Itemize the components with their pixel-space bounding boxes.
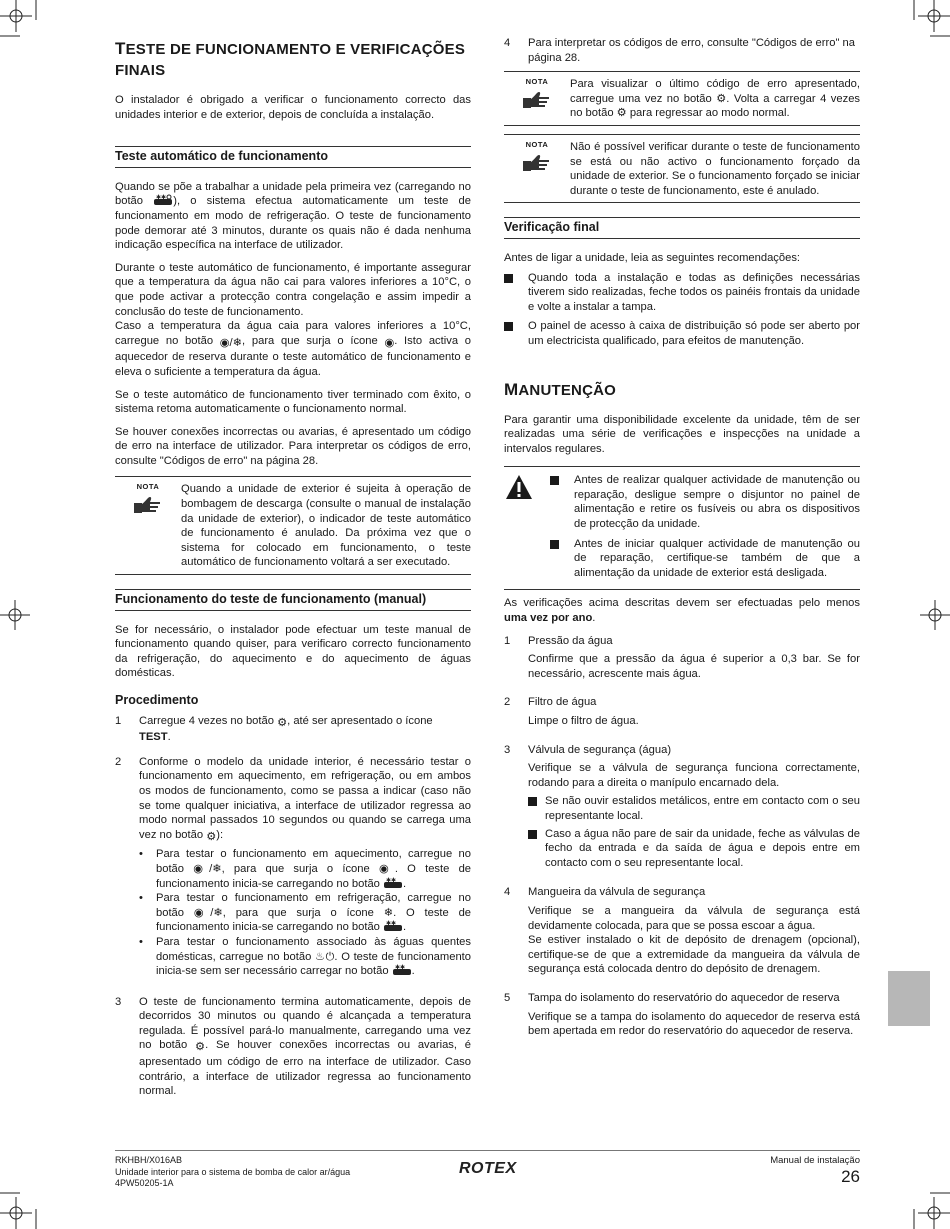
heating-cooling-button-icon: ◉/❄ — [193, 862, 222, 875]
procedure-heading: Procedimento — [115, 693, 199, 707]
footer-rule — [115, 1150, 860, 1151]
heater-indicator-icon: ◉ — [378, 862, 395, 875]
chapter-tab — [888, 971, 930, 1026]
test-button-icon: ⚙ — [277, 716, 288, 729]
maintenance-item-4: 4 Mangueira da válvula de segurança Verifique se a mangueira da válvula de segurança está devidamente colocada, para que se possa escoar a água. Se estiver instalado o kit de depósito de drenagem (opcional), certifique-se de que a extremidade da mangueira da válvula de segurança está colocada dentro do depósito de drenagem. — [504, 886, 860, 976]
crop-mark-icon — [0, 1189, 40, 1229]
procedure-step-4: 4 Para interpretar os códigos de erro, consulte "Códigos de erro" na página 28. — [504, 37, 855, 64]
left-column — [115, 36, 471, 1109]
section-title-test: TESTE DE FUNCIONAMENTO E VERIFICAÇÕES FINAIS — [115, 39, 466, 79]
footer-model: RKHBH/X016AB — [115, 1155, 183, 1165]
note-text-1: Quando a unidade de exterior é sujeita à operação de bombagem de descarga (consulte o manual de instalação da unidade de exterior), o indicador de teste automático de funcionamento é anulado. Da próxima vez que o sistema for colocado em funcionamento, o teste automático de funcionamento voltará a ser executado. — [181, 483, 471, 569]
warning-box — [504, 466, 860, 590]
auto-paragraph-1: Quando se põe a trabalhar a unidade pela primeira vez (carregando no botão ✱✱ ), o sistema efectua automaticamente um teste de funcionamento em modo de refrigeração. O teste de funcionamento pode demorar até 3 minutos, durante os quais não é dada nenhuma indicação específica na interface de utilizador. — [115, 180, 472, 252]
crop-mark-icon — [910, 1189, 950, 1229]
footer-code: 4PW50205-1A — [115, 1178, 174, 1188]
note-label: NOTA — [525, 77, 549, 87]
note-text-2: Para visualizar o último código de erro apresentado, carregue uma vez no botão ⚙. Volta a carregar 4 vezes no botão ⚙ para regressar ao modo normal. — [570, 78, 861, 120]
cooling-icon: ❄ — [383, 906, 394, 919]
maintenance-list — [504, 634, 860, 1043]
procedure-list — [115, 714, 471, 1099]
crop-mark-icon — [910, 0, 950, 40]
svg-text:ROTEX: ROTEX — [459, 1160, 517, 1176]
bullet-cooling: • Para testar o funcionamento em refrigeração, carregue no botão ◉/❄, para que surja o ícone ❄. O teste de funcionamento inicia-se carregando no botão ✱✱ . — [139, 892, 472, 934]
test-button-icon — [383, 920, 403, 932]
svg-text:✱✱: ✱✱ — [386, 876, 397, 884]
auto-test-heading: Teste automático de funcionamento — [115, 146, 471, 168]
note-text-3: Não é possível verificar durante o teste de funcionamento se está ou não activo o funcionamento forçado da unidade de exterior. Se o funcionamento forçado se iniciar durante o teste de funcionamento, este é anulado. — [570, 140, 860, 197]
right-column — [504, 36, 860, 1053]
crop-mark-icon — [0, 0, 40, 40]
warning-triangle-icon — [504, 473, 534, 501]
procedure-step-1: 1 Carregue 4 vezes no botão ⚙, até ser apresentado o ícone TEST. — [115, 714, 433, 744]
warning-bullet-2: Antes de iniciar qualquer actividade de manutenção ou de reparação, certifique-se também de que a alimentação da unidade de exterior está desligada. — [550, 537, 860, 581]
crop-mark-icon — [0, 600, 30, 630]
rotex-logo — [459, 1158, 517, 1181]
intro-paragraph: O instalador é obrigado a verificar o funcionamento correcto das unidades interior e de exterior, depois de concluída a instalação. — [115, 94, 471, 121]
final-paragraph: Antes de ligar a unidade, leia as seguintes recomendações: — [504, 251, 801, 264]
auto-paragraph-3: Caso a temperatura da água caia para valores inferiores a 10°C, carregue no botão ◉/❄, para que surja o ícone ◉. Isto activa o aquecedor de reserva durante o teste automático de funcionamento e eleva o suficiente a temperatura da água. — [115, 320, 472, 378]
manual-test-heading: Funcionamento do teste de funcionamento (manual) — [115, 589, 471, 611]
note-box-3 — [504, 134, 860, 203]
test-button-icon: ⚙ — [616, 107, 627, 120]
auto-paragraph-5: Se houver conexões incorrectas ou avarias, é apresentado um código de erro na interface de utilizador. Para interpretar os códigos de erro, consulte "Códigos de erro" na página 28. — [115, 425, 471, 467]
note-label: NOTA — [525, 139, 549, 149]
svg-text:✱✱: ✱✱ — [394, 964, 405, 972]
note-hand-icon — [132, 495, 164, 515]
auto-paragraph-2: Durante o teste automático de funcionamento, é importante assegurar que a temperatura da água não cai para valores inferiores a 10°C, o que pode activar a protecção contra congelação e assim impedir a conclusão do teste de funcionamento. — [115, 261, 471, 318]
crop-mark-icon — [920, 600, 950, 630]
item3-bullet-2: Caso a água não pare de sair da unidade, feche as válvulas de fecho da entrada e da saída de água e depois entre em contacto com o seu representante local. — [528, 827, 860, 871]
heating-cooling-button-icon: ◉/❄ — [193, 906, 223, 919]
test-button-icon — [383, 877, 403, 889]
manual-paragraph: Se for necessário, o instalador pode efectuar um teste manual de funcionamento quando quiser, para verificaro correcto funcionamento da refrigeração, do aquecimento e do aquecimento de águas domésticas. — [115, 623, 471, 680]
footer-description: Unidade interior para o sistema de bomba de calor ar/água — [115, 1166, 351, 1177]
page-number: 26 — [841, 1167, 860, 1186]
note-hand-icon — [521, 153, 553, 173]
svg-text:✱✱: ✱✱ — [156, 194, 167, 202]
final-bullet-2: O painel de acesso à caixa de distribuição só pode ser aberto por um electricista qualificado, para efeitos de manutenção. — [504, 319, 860, 348]
hot-water-button-icon: ♨ — [314, 950, 326, 963]
warning-bullet-1: Antes de realizar qualquer actividade de manutenção ou reparação, desligue sempre o disjuntor no painel de alimentação e retire os fusíveis ou abra os dispositivos de protecção da unidade. — [550, 473, 860, 531]
heating-cooling-button-icon: ◉/❄ — [219, 336, 243, 349]
power-icon: ⏻ — [325, 950, 335, 963]
test-button-icon — [392, 964, 412, 976]
bullet-heating: • Para testar o funcionamento em aquecimento, carregue no botão ◉/❄, para que surja o ícone ◉. O teste de funcionamento inicia-se carregando no botão ✱✱ . — [139, 848, 472, 890]
heater-indicator-icon: ◉ — [384, 336, 395, 349]
note-hand-icon — [521, 90, 553, 110]
auto-paragraph-4: Se o teste automático de funcionamento tiver terminado com êxito, o sistema retoma automaticamente o funcionamento normal. — [115, 388, 471, 416]
maintenance-item-3: 3 Válvula de segurança (água) Verifique se a válvula de segurança funciona correctamente, rodando para a direita o manípulo encarnado dela. Se não ouvir estalidos metálicos, entre em contacto com o seu representante local. Caso a água não pare de sair da unidade, feche as válvulas de fecho da entrada e da saída de água e depois entre em contacto com o seu representante local. — [504, 743, 860, 869]
maintenance-item-1: 1 Pressão da água Confirme que a pressão da água é superior a 0,3 bar. Se for necessário, acrescente mais água. — [504, 634, 860, 680]
test-button-icon — [153, 194, 173, 206]
procedure-step-2: 2 Conforme o modelo da unidade interior, é necessário testar o funcionamento em aquecimento, em refrigeração, ou em ambos os modos de funcionamento, como se passa a indicar (caso não se tome qualquer iniciativa, a interface de utilizador regressa ao modo normal passados 10 segundos ou quando se carrega uma vez no botão ⚙): • Para testar o funcionamento em aquecimento, carregue no botão ◉/❄, para que surja o ícone ◉. O teste de funcionamento inicia-se carregando no botão ✱✱ . • Para testar o funcionamento em refrigeração, carregue no botão ◉/❄, para que surja o ícone ❄. O teste de funcionamento inicia-se carregando no botão ✱✱ . • Para testar o funcionamento associado às águas quentes domésticas, carregue no botão ♨⏻. O teste de funcionamento inicia-se sem ser necessário carregar no botão ✱✱ . — [115, 755, 472, 978]
maintenance-item-5: 5 Tampa do isolamento do reservatório do aquecedor de reserva Verifique se a tampa do isolamento do aquecedor de reserva está bem apertada em redor do reservatório do aquecedor de reserva. — [504, 991, 860, 1038]
note-box-2 — [504, 71, 860, 126]
final-bullet-1: Quando toda a instalação e todas as definições necessárias tiverem sido realizadas, feche todos os painéis frontais da unidade e volte a instalar a tampa. — [504, 271, 860, 315]
test-button-icon: ⚙ — [206, 830, 217, 843]
note-label: NOTA — [136, 482, 160, 492]
footer-page-info — [700, 1155, 860, 1187]
bullet-hot-water: • Para testar o funcionamento associado às águas quentes domésticas, carregue no botão ♨⏻. O teste de funcionamento inicia-se sem ser necessário carregar no botão ✱✱ . — [139, 935, 471, 978]
test-button-icon: ⚙ — [195, 1041, 206, 1054]
svg-text:✱✱: ✱✱ — [386, 920, 397, 928]
footer-info — [115, 1155, 350, 1190]
checks-paragraph: As verificações acima descritas devem ser efectuadas pelo menos uma vez por ano. — [504, 597, 860, 625]
note-box-1 — [115, 476, 471, 575]
maintenance-item-2: 2 Filtro de água Limpe o filtro de água. — [504, 696, 639, 727]
footer-manual-title: Manual de instalação — [770, 1155, 860, 1166]
procedure-step-3: 3 O teste de funcionamento termina automaticamente, depois de decorridos 30 minutos ou quando é alcançada a temperatura regulada. É possível pará-lo manualmente, carregando uma vez no botão ⚙. Se houver conexões incorrectas ou avarias, é apresentado um código de erro na interface de utilizador. Caso contrário, a interface de utilizador regressa ao funcionamento normal. — [115, 995, 472, 1098]
item3-bullet-1: Se não ouvir estalidos metálicos, entre em contacto com o seu representante local. — [528, 794, 860, 823]
section-title-maintenance: MANUTENÇÃO — [504, 379, 617, 399]
maintenance-paragraph: Para garantir uma disponibilidade excelente da unidade, têm de ser realizadas uma série de verificações e inspecções na unidade a intervalos regulares. — [504, 413, 860, 455]
final-check-heading: Verificação final — [504, 217, 860, 239]
test-button-icon: ⚙ — [716, 92, 727, 105]
